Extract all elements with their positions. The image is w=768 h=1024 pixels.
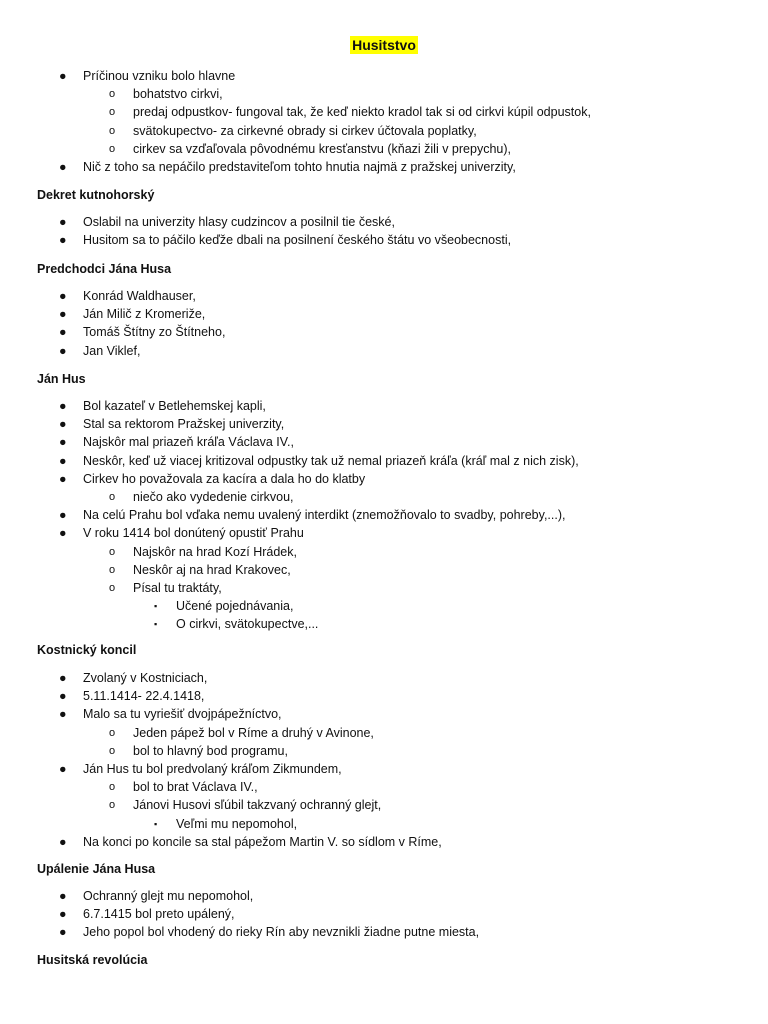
bullet-dot-icon: ●	[59, 417, 67, 431]
bullet-dot-icon: ●	[59, 889, 67, 903]
list-item-level-1	[59, 888, 254, 904]
list-item-level-1	[59, 343, 141, 359]
list-item-text: Jeden pápež bol v Ríme a druhý v Avinone,	[133, 726, 374, 740]
list-item-level-1	[59, 232, 512, 248]
list-item-level-1	[59, 159, 516, 175]
list-item-level-2	[109, 797, 382, 813]
list-item-text: Učené pojednávania,	[176, 599, 294, 613]
list-item-level-2	[109, 725, 374, 741]
bullet-circle-icon: o	[109, 143, 116, 155]
list-item-level-3	[154, 816, 298, 832]
bullet-dot-icon: ●	[59, 526, 67, 540]
bullet-circle-icon: o	[109, 125, 116, 137]
list-item-text: predaj odpustkov- fungoval tak, že keď niekto kradol tak si od cirkvi kúpil odpustok,	[133, 105, 591, 119]
bullet-dot-icon: ●	[59, 707, 67, 721]
list-item-level-1	[59, 434, 294, 450]
list-item-level-2	[109, 104, 591, 120]
list-item-level-1	[59, 761, 342, 777]
bullet-circle-icon: o	[109, 88, 116, 100]
bullet-dot-icon: ●	[59, 925, 67, 939]
list-item-text: 5.11.1414- 22.4.1418,	[83, 689, 205, 703]
list-item-text: Na celú Prahu bol vďaka nemu uvalený interdikt (znemožňovalo to svadby, pohreby,...),	[83, 508, 566, 522]
list-item-text: Ochranný glejt mu nepomohol,	[83, 889, 254, 903]
list-item-text: Nič z toho sa nepáčilo predstaviteľom tohto hnutia najmä z pražskej univerzity,	[83, 160, 516, 174]
list-item-text: Jan Viklef,	[83, 344, 141, 358]
bullet-dot-icon: ●	[59, 399, 67, 413]
bullet-square-icon: ▪	[154, 819, 158, 829]
bullet-dot-icon: ●	[59, 289, 67, 303]
list-item-text: Písal tu traktáty,	[133, 581, 222, 595]
list-item-text: Bol kazateľ v Betlehemskej kapli,	[83, 399, 266, 413]
bullet-dot-icon: ●	[59, 69, 67, 83]
list-item-text: svätokupectvo- za cirkevné obrady si cirkev účtovala poplatky,	[133, 124, 477, 138]
list-item-level-1	[59, 834, 442, 850]
bullet-dot-icon: ●	[59, 508, 67, 522]
section-heading: Husitská revolúcia	[37, 953, 148, 967]
bullet-dot-icon: ●	[59, 689, 67, 703]
list-item-text: O cirkvi, svätokupectve,...	[176, 617, 319, 631]
list-item-text: Neskôr aj na hrad Krakovec,	[133, 563, 291, 577]
section-heading: Dekret kutnohorský	[37, 188, 155, 202]
list-item-text: bol to hlavný bod programu,	[133, 744, 288, 758]
list-item-text: Jeho popol bol vhodený do rieky Rín aby nevznikli žiadne putne miesta,	[83, 925, 480, 939]
list-item-text: bohatstvo cirkvi,	[133, 87, 223, 101]
list-item-text: bol to brat Václava IV.,	[133, 780, 258, 794]
list-item-level-2	[109, 489, 294, 505]
list-item-level-1	[59, 906, 235, 922]
list-item-text: Konrád Waldhauser,	[83, 289, 196, 303]
list-item-level-1	[59, 324, 226, 340]
bullet-circle-icon: o	[109, 582, 116, 594]
list-item-level-2	[109, 141, 511, 157]
bullet-circle-icon: o	[109, 106, 116, 118]
bullet-square-icon: ▪	[154, 619, 158, 629]
list-item-level-1	[59, 68, 236, 84]
list-item-text: Na konci po koncile sa stal pápežom Martin V. so sídlom v Ríme,	[83, 835, 442, 849]
bullet-dot-icon: ●	[59, 762, 67, 776]
list-item-text: Najskôr mal priazeň kráľa Václava IV.,	[83, 435, 294, 449]
list-item-text: Tomáš Štítny zo Štítneho,	[83, 325, 226, 339]
list-item-level-2	[109, 779, 258, 795]
list-item-text: Príčinou vzniku bolo hlavne	[83, 69, 236, 83]
bullet-dot-icon: ●	[59, 160, 67, 174]
list-item-level-1	[59, 688, 205, 704]
list-item-level-1	[59, 924, 480, 940]
section-heading: Ján Hus	[37, 372, 86, 386]
list-item-level-1	[59, 288, 196, 304]
list-item-level-1	[59, 398, 266, 414]
list-item-text: Neskôr, keď už viacej kritizoval odpustky tak už nemal priazeň kráľa (kráľ mal z nich zisk),	[83, 454, 579, 468]
section-heading: Upálenie Jána Husa	[37, 862, 156, 876]
bullet-dot-icon: ●	[59, 344, 67, 358]
bullet-dot-icon: ●	[59, 435, 67, 449]
bullet-dot-icon: ●	[59, 472, 67, 486]
list-item-text: cirkev sa vzďaľovala pôvodnému kresťanstvu (kňazi žili v prepychu),	[133, 142, 511, 156]
list-item-level-2	[109, 123, 477, 139]
bullet-circle-icon: o	[109, 564, 116, 576]
list-item-level-3	[154, 616, 319, 632]
list-item-level-2	[109, 743, 288, 759]
list-item-level-2	[109, 580, 222, 596]
section-heading: Predchodci Jána Husa	[37, 262, 172, 276]
bullet-dot-icon: ●	[59, 671, 67, 685]
bullet-circle-icon: o	[109, 491, 116, 503]
list-item-text: Stal sa rektorom Pražskej univerzity,	[83, 417, 285, 431]
bullet-dot-icon: ●	[59, 835, 67, 849]
title-container	[0, 36, 768, 54]
list-item-text: Husitom sa to páčilo keďže dbali na posilnení českého štátu vo všeobecnosti,	[83, 233, 512, 247]
bullet-circle-icon: o	[109, 727, 116, 739]
list-item-level-1	[59, 525, 304, 541]
list-item-text: Malo sa tu vyriešiť dvojpápežníctvo,	[83, 707, 282, 721]
list-item-level-1	[59, 416, 285, 432]
document-title: Husitstvo	[352, 37, 416, 53]
bullet-circle-icon: o	[109, 745, 116, 757]
bullet-dot-icon: ●	[59, 907, 67, 921]
list-item-level-3	[154, 598, 294, 614]
list-item-level-1	[59, 471, 366, 487]
list-item-text: Veľmi mu nepomohol,	[176, 817, 298, 831]
section-heading: Kostnický koncil	[37, 643, 137, 657]
list-item-level-1	[59, 306, 206, 322]
list-item-level-2	[109, 544, 297, 560]
bullet-circle-icon: o	[109, 799, 116, 811]
list-item-text: Jánovi Husovi sľúbil takzvaný ochranný glejt,	[133, 798, 382, 812]
list-item-level-2	[109, 86, 223, 102]
bullet-circle-icon: o	[109, 781, 116, 793]
bullet-circle-icon: o	[109, 546, 116, 558]
bullet-dot-icon: ●	[59, 215, 67, 229]
list-item-level-1	[59, 670, 208, 686]
bullet-square-icon: ▪	[154, 601, 158, 611]
bullet-dot-icon: ●	[59, 233, 67, 247]
bullet-dot-icon: ●	[59, 307, 67, 321]
list-item-text: niečo ako vydedenie cirkvou,	[133, 490, 294, 504]
list-item-level-1	[59, 507, 566, 523]
bullet-dot-icon: ●	[59, 325, 67, 339]
list-item-level-2	[109, 562, 291, 578]
list-item-text: Ján Hus tu bol predvolaný kráľom Zikmundem,	[83, 762, 342, 776]
bullet-dot-icon: ●	[59, 454, 67, 468]
list-item-text: Zvolaný v Kostniciach,	[83, 671, 208, 685]
list-item-text: Oslabil na univerzity hlasy cudzincov a posilnil tie české,	[83, 215, 395, 229]
list-item-level-1	[59, 453, 579, 469]
list-item-text: Cirkev ho považovala za kacíra a dala ho do klatby	[83, 472, 366, 486]
list-item-text: 6.7.1415 bol preto upálený,	[83, 907, 235, 921]
list-item-text: Najskôr na hrad Kozí Hrádek,	[133, 545, 297, 559]
list-item-level-1	[59, 706, 282, 722]
list-item-text: Ján Milič z Kromeriže,	[83, 307, 206, 321]
list-item-text: V roku 1414 bol donútený opustiť Prahu	[83, 526, 304, 540]
list-item-level-1	[59, 214, 395, 230]
